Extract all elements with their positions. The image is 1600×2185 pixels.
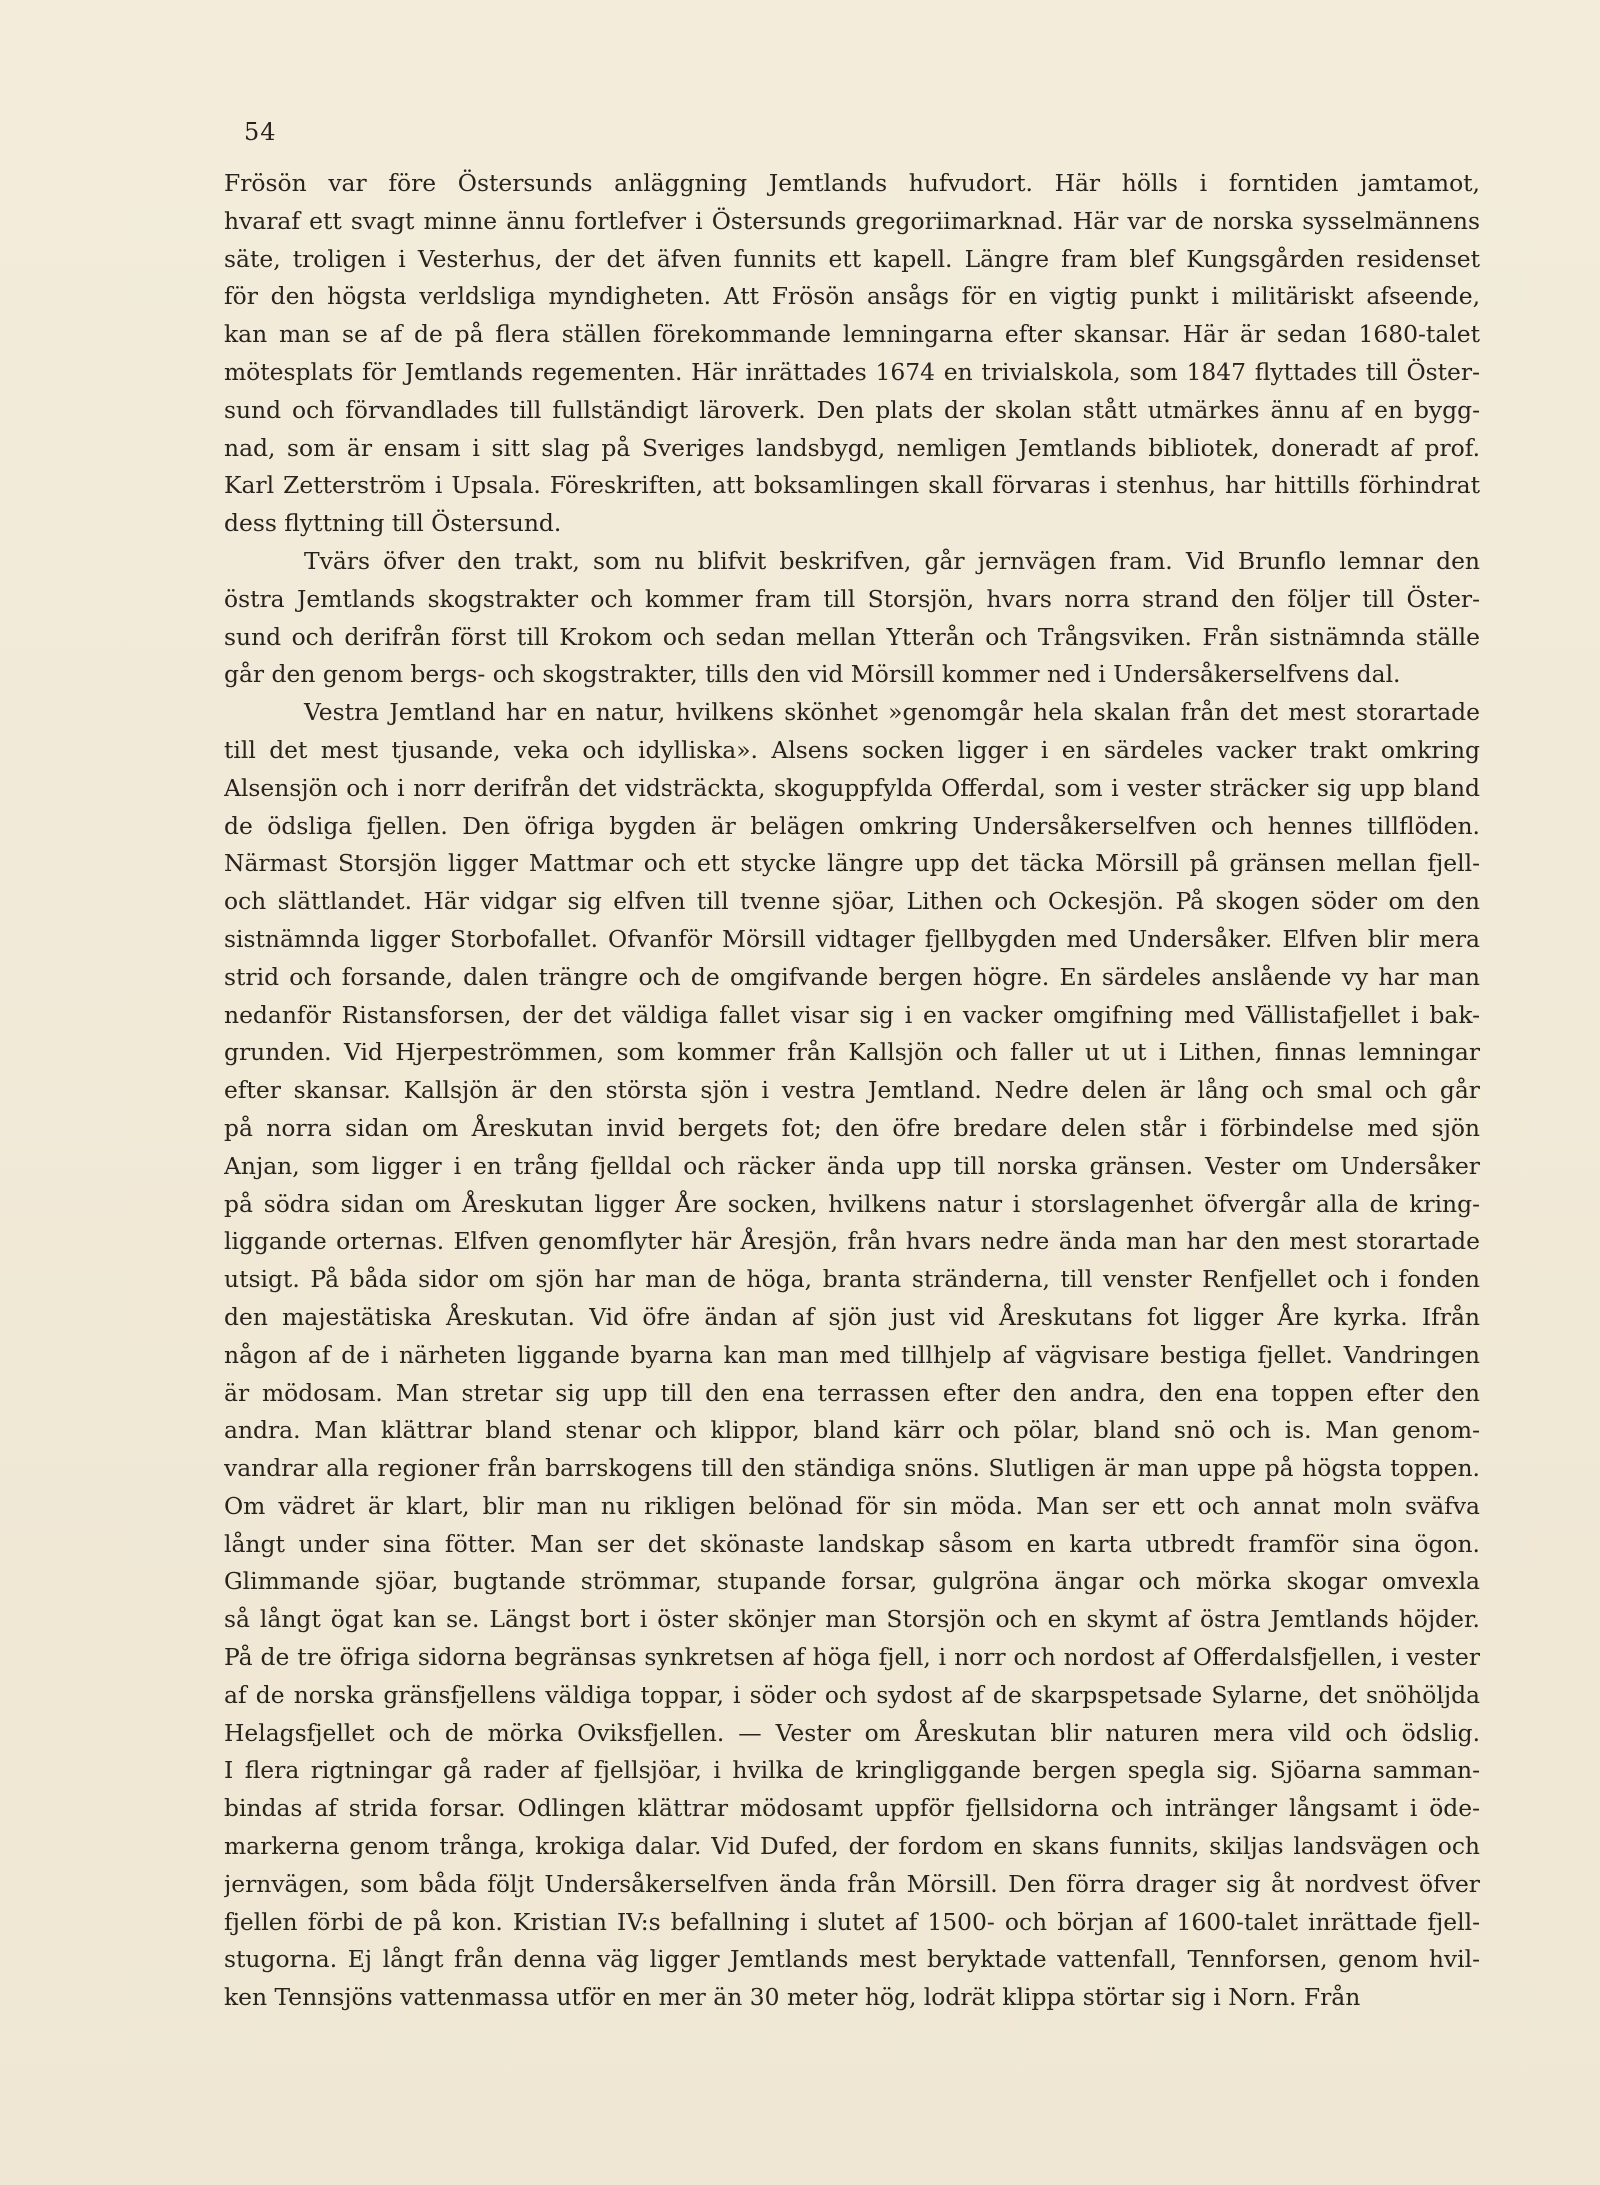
text-line: långt under sina fötter. Man ser det skönaste landskap såsom en karta utbredt framför sina ögon. [224, 1529, 1480, 1558]
text-line: efter skansar. Kallsjön är den största sjön i vestra Jemtland. Nedre delen är lång och smal och går [224, 1076, 1480, 1105]
text-line: är mödosam. Man stretar sig upp till den ena terrassen efter den andra, den ena toppen efter den [224, 1378, 1480, 1407]
text-line: den majestätiska Åreskutan. Vid öfre ändan af sjön just vid Åreskutans fot ligger Åre kyrka. Ifrån [224, 1302, 1480, 1331]
text-line: på södra sidan om Åreskutan ligger Åre socken, hvilkens natur i storslagenhet öfvergår alla de kring- [224, 1189, 1480, 1218]
text-line: nedanför Ristansforsen, der det väldiga fallet visar sig i en vacker omgifning med Vällistafjellet i bak- [224, 1000, 1480, 1029]
text-line: på norra sidan om Åreskutan invid bergets fot; den öfre bredare delen står i förbindelse med sjön [224, 1113, 1480, 1142]
text-line: andra. Man klättrar bland stenar och klippor, bland kärr och pölar, bland snö och is. Man genom- [224, 1416, 1480, 1445]
text-line: ken Tennsjöns vattenmassa utför en mer än 30 meter hög, lodrät klippa störtar sig i Norn. Från [224, 1983, 1361, 2012]
text-line: nad, som är ensam i sitt slag på Sveriges landsbygd, nemligen Jemtlands bibliotek, doneradt af prof. [224, 433, 1480, 462]
paragraph [224, 165, 1480, 543]
text-line: Tvärs öfver den trakt, som nu blifvit beskrifven, går jernvägen fram. Vid Brunflo lemnar den [304, 546, 1480, 575]
text-line: hvaraf ett svagt minne ännu fortlefver i Östersunds gregoriimarknad. Här var de norska sysselmännens [224, 206, 1480, 235]
text-line: grunden. Vid Hjerpeströmmen, som kommer från Kallsjön och faller ut ut i Lithen, finnas lemningar [224, 1038, 1480, 1067]
text-line: I flera rigtningar gå rader af fjellsjöar, i hvilka de kringliggande bergen spegla sig. Sjöarna samman- [224, 1756, 1480, 1785]
text-line: Helagsfjellet och de mörka Oviksfjellen. — Vester om Åreskutan blir naturen mera vild och ödslig. [224, 1718, 1480, 1747]
text-line: Karl Zetterström i Upsala. Föreskriften, att boksamlingen skall förvaras i stenhus, har hittills förhindrat [224, 471, 1480, 500]
text-line: Om vädret är klart, blir man nu rikligen belönad för sin möda. Man ser ett och annat moln sväfva [224, 1491, 1480, 1520]
text-line: utsigt. På båda sidor om sjön har man de höga, branta stränderna, till venster Renfjellet och i fonden [224, 1265, 1480, 1294]
text-line: sistnämnda ligger Storbofallet. Ofvanför Mörsill vidtager fjellbygden med Undersåker. Elfven blir mera [224, 924, 1480, 953]
text-line: liggande orternas. Elfven genomflyter här Åresjön, från hvars nedre ända man har den mest storartade [224, 1227, 1480, 1256]
body-text [224, 165, 1480, 2017]
text-line: så långt ögat kan se. Längst bort i öster skönjer man Storsjön och en skymt af östra Jemtlands höjder. [224, 1605, 1480, 1634]
text-line: säte, troligen i Vesterhus, der det äfven funnits ett kapell. Längre fram blef Kungsgården residenset [224, 244, 1480, 273]
text-line: och slättlandet. Här vidgar sig elfven till tvenne sjöar, Lithen och Ockesjön. På skogen söder om den [224, 887, 1480, 916]
text-line: Vestra Jemtland har en natur, hvilkens skönhet »genomgår hela skalan från det mest storartade [304, 698, 1480, 727]
text-line: bindas af strida forsar. Odlingen klättrar mödosamt uppför fjellsidorna och intränger långsamt i öde- [224, 1794, 1480, 1823]
text-line: af de norska gränsfjellens väldiga toppar, i söder och sydost af de skarpspetsade Sylarne, det snöhöljda [224, 1680, 1480, 1709]
text-line: jernvägen, som båda följt Undersåkerselfven ända från Mörsill. Den förra drager sig åt nordvest öfver [224, 1869, 1480, 1898]
text-line: Glimmande sjöar, bugtande strömmar, stupande forsar, gulgröna ängar och mörka skogar omvexla [224, 1567, 1480, 1596]
paragraph [224, 694, 1480, 2017]
text-line: kan man se af de på flera ställen förekommande lemningarna efter skansar. Här är sedan 1680-talet [224, 320, 1480, 349]
text-line: stugorna. Ej långt från denna väg ligger Jemtlands mest beryktade vattenfall, Tennforsen, genom hvil- [224, 1945, 1480, 1974]
text-line: för den högsta verldsliga myndigheten. Att Frösön ansågs för en vigtig punkt i militäriskt afseende, [224, 282, 1480, 311]
text-line: går den genom bergs- och skogstrakter, tills den vid Mörsill kommer ned i Undersåkerselfvens dal. [224, 660, 1401, 689]
text-line: östra Jemtlands skogstrakter och kommer fram till Storsjön, hvars norra strand den följer till Öster- [224, 584, 1480, 613]
text-line: sund och förvandlades till fullständigt läroverk. Den plats der skolan stått utmärkes ännu af en bygg- [224, 395, 1480, 424]
text-line: sund och derifrån först till Krokom och sedan mellan Ytterån och Trångsviken. Från sistnämnda ställe [224, 622, 1480, 651]
text-line: strid och forsande, dalen trängre och de omgifvande bergen högre. En särdeles anslående vy har man [224, 962, 1480, 991]
text-line: Anjan, som ligger i en trång fjelldal och räcker ända upp till norska gränsen. Vester om Undersåker [224, 1151, 1480, 1180]
text-line: fjellen förbi de på kon. Kristian IV:s befallning i slutet af 1500- och början af 1600-talet inrättade fjell- [224, 1907, 1480, 1936]
text-line: mötesplats för Jemtlands regementen. Här inrättades 1674 en trivialskola, som 1847 flyttades till Öster- [224, 357, 1480, 386]
text-line: Frösön var före Östersunds anläggning Jemtlands hufvudort. Här hölls i forntiden jamtamot, [224, 169, 1480, 197]
text-line: vandrar alla regioner från barrskogens till den ständiga snöns. Slutligen är man uppe på högsta toppen. [224, 1454, 1480, 1483]
text-line: dess flyttning till Östersund. [224, 509, 562, 538]
text-line: de ödsliga fjellen. Den öfriga bygden är belägen omkring Undersåkerselfven och hennes tillflöden. [224, 811, 1480, 840]
text-line: På de tre öfriga sidorna begränsas synkretsen af höga fjell, i norr och nordost af Offerdalsfjellen, i vester [224, 1643, 1480, 1672]
text-line: till det mest tjusande, veka och idylliska». Alsens socken ligger i en särdeles vacker trakt omkring [224, 735, 1480, 764]
text-line: någon af de i närheten liggande byarna kan man med tillhjelp af vägvisare bestiga fjellet. Vandringen [224, 1340, 1480, 1369]
text-line: Alsensjön och i norr derifrån det vidsträckta, skoguppfylda Offerdal, som i vester sträcker sig upp bland [224, 773, 1480, 802]
page-number: 54 [244, 118, 277, 146]
paragraph [224, 543, 1480, 694]
text-line: Närmast Storsjön ligger Mattmar och ett stycke längre upp det täcka Mörsill på gränsen mellan fjell- [224, 849, 1480, 878]
text-line: markerna genom trånga, krokiga dalar. Vid Dufed, der fordom en skans funnits, skiljas landsvägen och [224, 1832, 1480, 1861]
